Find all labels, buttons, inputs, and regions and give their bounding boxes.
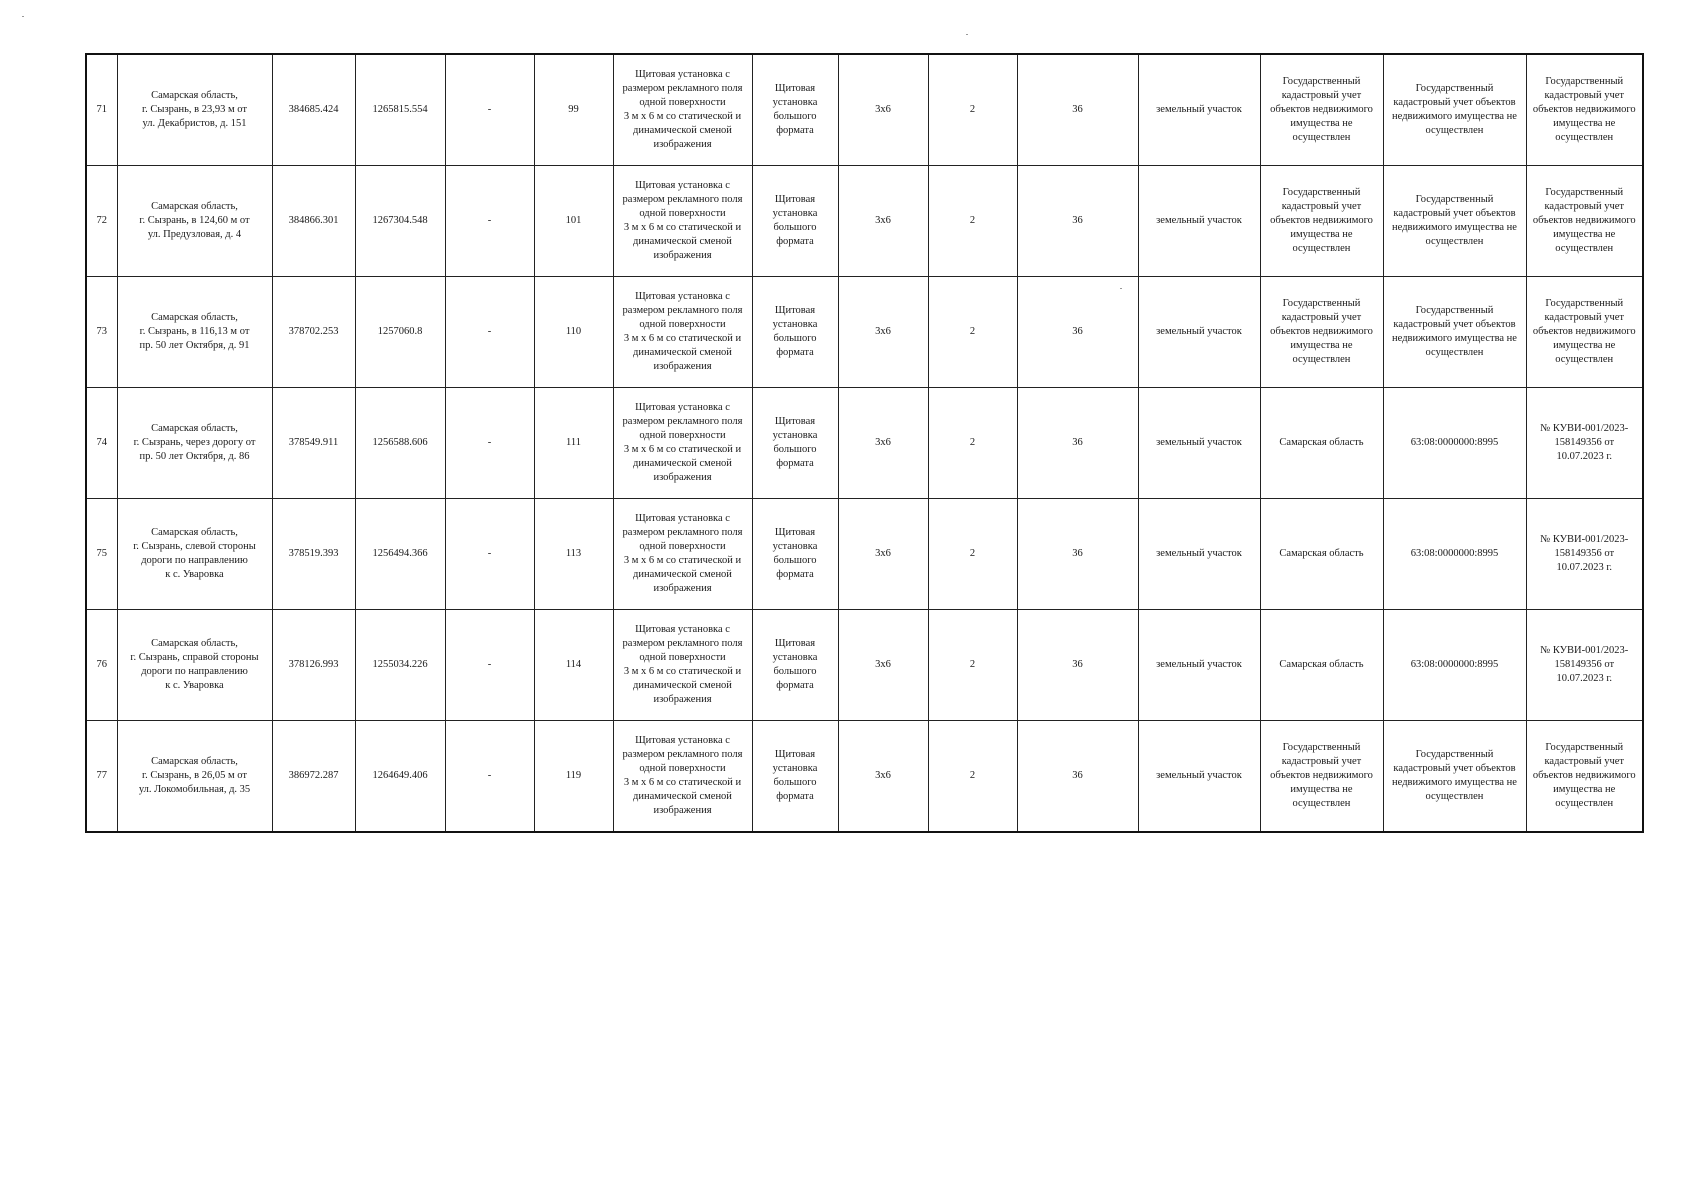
structure-type-cell: Щитовая установка большого формата <box>752 277 838 388</box>
area-cell: 36 <box>1017 610 1138 721</box>
structure-type-cell: Щитовая установка большого формата <box>752 388 838 499</box>
field-size-cell: 3х6 <box>838 721 928 833</box>
row-number-cell: 74 <box>86 388 117 499</box>
owner-cell: Государственный кадастровый учет объектов недвижимого имущества не осуществлен <box>1260 54 1383 166</box>
row-number-cell: 77 <box>86 721 117 833</box>
sides-count-cell: 2 <box>928 54 1017 166</box>
sides-count-cell: 2 <box>928 610 1017 721</box>
dash-cell: - <box>445 721 534 833</box>
coordinate-x-cell: 378702.253 <box>272 277 355 388</box>
row-number-cell: 71 <box>86 54 117 166</box>
table-row <box>86 610 1643 721</box>
cadastral-number-cell: Государственный кадастровый учет объектов недвижимого имущества не осуществлен <box>1383 721 1526 833</box>
field-size-cell: 3х6 <box>838 277 928 388</box>
owner-cell: Самарская область <box>1260 610 1383 721</box>
reference-number-cell: 110 <box>534 277 613 388</box>
structure-type-cell: Щитовая установка большого формата <box>752 499 838 610</box>
table-row <box>86 54 1643 166</box>
table-row <box>86 166 1643 277</box>
address-cell: Самарская область, г. Сызрань, справой стороны дороги по направлению к с. Уваровка <box>117 610 272 721</box>
row-number-cell: 75 <box>86 499 117 610</box>
land-category-cell: земельный участок <box>1138 721 1260 833</box>
dash-cell: - <box>445 388 534 499</box>
dash-cell: - <box>445 166 534 277</box>
field-size-cell: 3х6 <box>838 388 928 499</box>
sides-count-cell: 2 <box>928 388 1017 499</box>
registry-record-cell: Государственный кадастровый учет объектов недвижимого имущества не осуществлен <box>1526 166 1643 277</box>
coordinate-x-cell: 378549.911 <box>272 388 355 499</box>
dash-cell: - <box>445 610 534 721</box>
area-cell: 36 <box>1017 277 1138 388</box>
advertising-structures-table <box>85 53 1644 833</box>
owner-cell: Государственный кадастровый учет объектов недвижимого имущества не осуществлен <box>1260 166 1383 277</box>
structure-description-cell: Щитовая установка с размером рекламного поля одной поверхности 3 м х 6 м со статической и динамической сменой изображения <box>613 721 752 833</box>
field-size-cell: 3х6 <box>838 610 928 721</box>
reference-number-cell: 113 <box>534 499 613 610</box>
cadastral-number-cell: 63:08:0000000:8995 <box>1383 610 1526 721</box>
table-row <box>86 499 1643 610</box>
area-cell: 36 <box>1017 166 1138 277</box>
registry-record-cell: № КУВИ-001/2023- 158149356 от 10.07.2023 г. <box>1526 610 1643 721</box>
coordinate-x-cell: 378126.993 <box>272 610 355 721</box>
sides-count-cell: 2 <box>928 721 1017 833</box>
registry-record-cell: Государственный кадастровый учет объектов недвижимого имущества не осуществлен <box>1526 721 1643 833</box>
sides-count-cell: 2 <box>928 499 1017 610</box>
owner-cell: Государственный кадастровый учет объектов недвижимого имущества не осуществлен <box>1260 277 1383 388</box>
coordinate-x-cell: 378519.393 <box>272 499 355 610</box>
land-category-cell: земельный участок <box>1138 388 1260 499</box>
reference-number-cell: 99 <box>534 54 613 166</box>
owner-cell: Самарская область <box>1260 388 1383 499</box>
table-row <box>86 388 1643 499</box>
field-size-cell: 3х6 <box>838 499 928 610</box>
document-page <box>85 53 1642 833</box>
land-category-cell: земельный участок <box>1138 54 1260 166</box>
cadastral-number-cell: Государственный кадастровый учет объектов недвижимого имущества не осуществлен <box>1383 54 1526 166</box>
cadastral-number-cell: 63:08:0000000:8995 <box>1383 499 1526 610</box>
structure-type-cell: Щитовая установка большого формата <box>752 610 838 721</box>
registry-record-cell: Государственный кадастровый учет объектов недвижимого имущества не осуществлен <box>1526 277 1643 388</box>
table-row <box>86 277 1643 388</box>
dash-cell: - <box>445 54 534 166</box>
table-row <box>86 721 1643 833</box>
structure-description-cell: Щитовая установка с размером рекламного поля одной поверхности 3 м х 6 м со статической и динамической сменой изображения <box>613 388 752 499</box>
area-cell: 36 <box>1017 499 1138 610</box>
registry-record-cell: № КУВИ-001/2023- 158149356 от 10.07.2023 г. <box>1526 499 1643 610</box>
structure-type-cell: Щитовая установка большого формата <box>752 721 838 833</box>
address-cell: Самарская область, г. Сызрань, в 26,05 м от ул. Локомобильная, д. 35 <box>117 721 272 833</box>
coordinate-y-cell: 1257060.8 <box>355 277 445 388</box>
structure-description-cell: Щитовая установка с размером рекламного поля одной поверхности 3 м х 6 м со статической и динамической сменой изображения <box>613 54 752 166</box>
owner-cell: Государственный кадастровый учет объектов недвижимого имущества не осуществлен <box>1260 721 1383 833</box>
coordinate-x-cell: 384685.424 <box>272 54 355 166</box>
address-cell: Самарская область, г. Сызрань, слевой стороны дороги по направлению к с. Уваровка <box>117 499 272 610</box>
address-cell: Самарская область, г. Сызрань, в 124,60 м от ул. Предузловая, д. 4 <box>117 166 272 277</box>
coordinate-x-cell: 386972.287 <box>272 721 355 833</box>
structure-type-cell: Щитовая установка большого формата <box>752 54 838 166</box>
reference-number-cell: 101 <box>534 166 613 277</box>
land-category-cell: земельный участок <box>1138 277 1260 388</box>
cadastral-number-cell: 63:08:0000000:8995 <box>1383 388 1526 499</box>
field-size-cell: 3х6 <box>838 166 928 277</box>
reference-number-cell: 114 <box>534 610 613 721</box>
scan-speck <box>22 16 24 17</box>
area-cell: 36 <box>1017 721 1138 833</box>
land-category-cell: земельный участок <box>1138 499 1260 610</box>
reference-number-cell: 111 <box>534 388 613 499</box>
registry-record-cell: № КУВИ-001/2023- 158149356 от 10.07.2023 г. <box>1526 388 1643 499</box>
coordinate-y-cell: 1255034.226 <box>355 610 445 721</box>
owner-cell: Самарская область <box>1260 499 1383 610</box>
structure-type-cell: Щитовая установка большого формата <box>752 166 838 277</box>
row-number-cell: 73 <box>86 277 117 388</box>
address-cell: Самарская область, г. Сызрань, в 23,93 м от ул. Декабристов, д. 151 <box>117 54 272 166</box>
sides-count-cell: 2 <box>928 277 1017 388</box>
dash-cell: - <box>445 499 534 610</box>
reference-number-cell: 119 <box>534 721 613 833</box>
row-number-cell: 72 <box>86 166 117 277</box>
land-category-cell: земельный участок <box>1138 610 1260 721</box>
coordinate-y-cell: 1256588.606 <box>355 388 445 499</box>
registry-record-cell: Государственный кадастровый учет объектов недвижимого имущества не осуществлен <box>1526 54 1643 166</box>
cadastral-number-cell: Государственный кадастровый учет объектов недвижимого имущества не осуществлен <box>1383 277 1526 388</box>
coordinate-y-cell: 1267304.548 <box>355 166 445 277</box>
cadastral-number-cell: Государственный кадастровый учет объектов недвижимого имущества не осуществлен <box>1383 166 1526 277</box>
dash-cell: - <box>445 277 534 388</box>
land-category-cell: земельный участок <box>1138 166 1260 277</box>
area-cell: 36 <box>1017 54 1138 166</box>
coordinate-y-cell: 1264649.406 <box>355 721 445 833</box>
coordinate-x-cell: 384866.301 <box>272 166 355 277</box>
structure-description-cell: Щитовая установка с размером рекламного поля одной поверхности 3 м х 6 м со статической и динамической сменой изображения <box>613 277 752 388</box>
coordinate-y-cell: 1256494.366 <box>355 499 445 610</box>
structure-description-cell: Щитовая установка с размером рекламного поля одной поверхности 3 м х 6 м со статической и динамической сменой изображения <box>613 610 752 721</box>
address-cell: Самарская область, г. Сызрань, через дорогу от пр. 50 лет Октября, д. 86 <box>117 388 272 499</box>
area-cell: 36 <box>1017 388 1138 499</box>
address-cell: Самарская область, г. Сызрань, в 116,13 м от пр. 50 лет Октября, д. 91 <box>117 277 272 388</box>
coordinate-y-cell: 1265815.554 <box>355 54 445 166</box>
field-size-cell: 3х6 <box>838 54 928 166</box>
sides-count-cell: 2 <box>928 166 1017 277</box>
structure-description-cell: Щитовая установка с размером рекламного поля одной поверхности 3 м х 6 м со статической и динамической сменой изображения <box>613 166 752 277</box>
scan-speck <box>966 34 968 35</box>
structure-description-cell: Щитовая установка с размером рекламного поля одной поверхности 3 м х 6 м со статической и динамической сменой изображения <box>613 499 752 610</box>
row-number-cell: 76 <box>86 610 117 721</box>
table-body <box>86 54 1643 832</box>
